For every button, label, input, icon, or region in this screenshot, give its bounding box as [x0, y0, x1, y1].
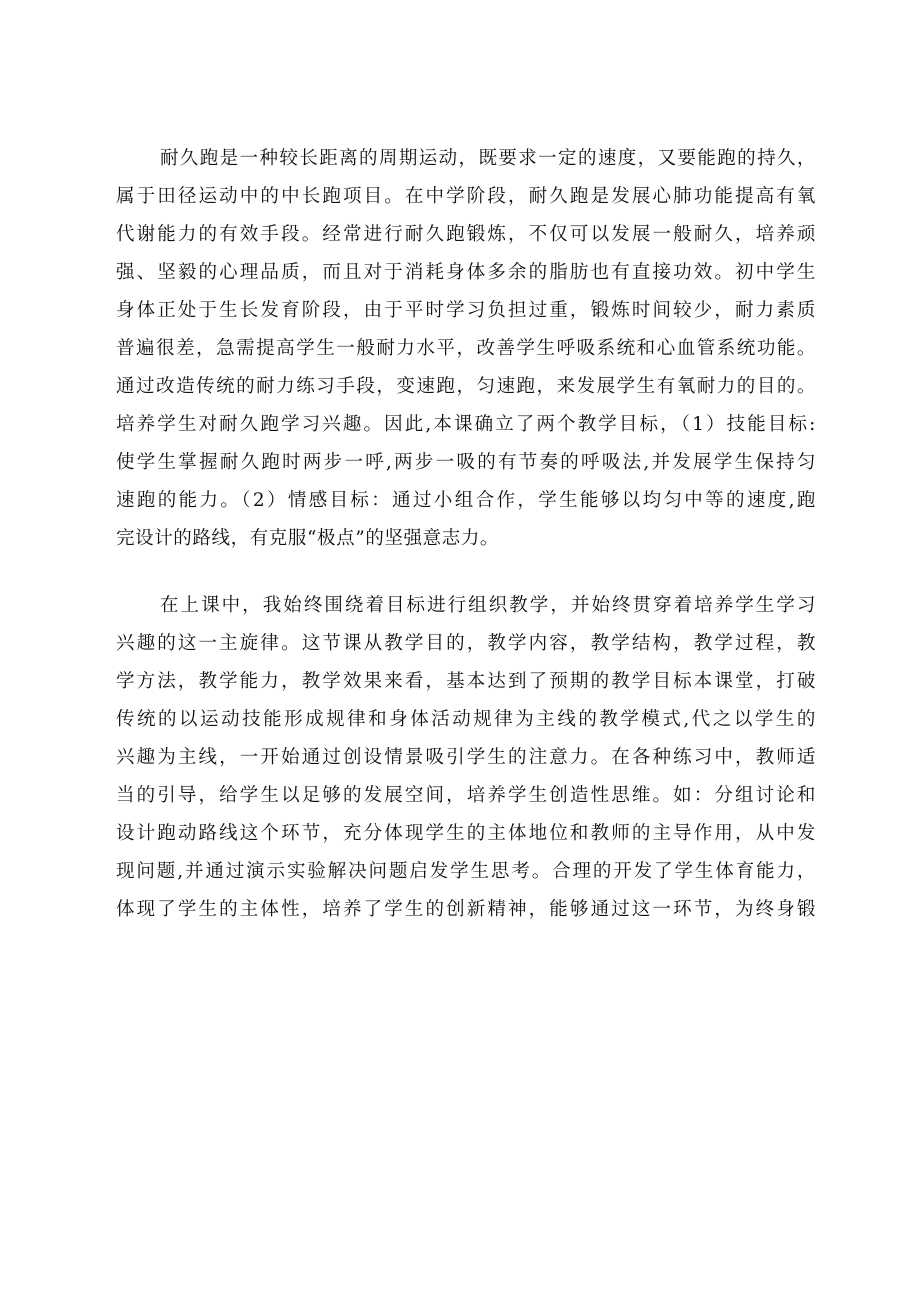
paragraph-line: 培养学生对耐久跑学习兴趣。因此,本课确立了两个教学目标，（1）技能目标:: [116, 414, 816, 435]
paragraph-line: 属于田径运动中的中长跑项目。在中学阶段，耐久跑是发展心肺功能提高有氧: [116, 186, 816, 207]
paragraph-spacer: [116, 558, 816, 587]
paragraph-1: [116, 140, 816, 558]
paragraph-line: 强、坚毅的心理品质，而且对于消耗身体多余的脂肪也有直接功效。初中学生: [116, 262, 816, 283]
paragraph-line: 速跑的能力。（2）情感目标：通过小组合作，学生能够以均匀中等的速度,跑: [116, 490, 816, 511]
paragraph-line: 代谢能力的有效手段。经常进行耐久跑锻炼，不仅可以发展一般耐久，培养顽: [116, 224, 816, 245]
paragraph-line: 当的引导，给学生以足够的发展空间，培养学生创造性思维。如：分组讨论和: [116, 785, 816, 806]
paragraph-line: 体现了学生的主体性，培养了学生的创新精神，能够通过这一环节，为终身锻: [116, 899, 816, 920]
paragraph-line: 在上课中，我始终围绕着目标进行组织教学，并始终贯穿着培养学生学习: [160, 595, 816, 616]
paragraph-line: 兴趣的这一主旋律。这节课从教学目的，教学内容，教学结构，教学过程，教: [116, 633, 816, 654]
paragraph-line: 传统的以运动技能形成规律和身体活动规律为主线的教学模式,代之以学生的: [116, 709, 816, 730]
paragraph-line: 身体正处于生长发育阶段，由于平时学习负担过重，锻炼时间较少，耐力素质: [116, 300, 816, 321]
paragraph-line: 现问题,并通过演示实验解决问题启发学生思考。合理的开发了学生体育能力，: [116, 861, 816, 882]
paragraph-line: 耐久跑是一种较长距离的周期运动，既要求一定的速度，又要能跑的持久，: [160, 148, 816, 169]
paragraph-line: 使学生掌握耐久跑时两步一呼,两步一吸的有节奏的呼吸法,并发展学生保持匀: [116, 452, 816, 473]
paragraph-line: 兴趣为主线，一开始通过创设情景吸引学生的注意力。在各种练习中，教师适: [116, 747, 816, 768]
paragraph-line: 通过改造传统的耐力练习手段，变速跑，匀速跑，来发展学生有氧耐力的目的。: [116, 376, 816, 397]
paragraph-line: 普遍很差，急需提高学生一般耐力水平，改善学生呼吸系统和心血管系统功能。: [116, 338, 816, 359]
document-body: [116, 140, 816, 929]
paragraph-line: 设计跑动路线这个环节，充分体现学生的主体地位和教师的主导作用，从中发: [116, 823, 816, 844]
paragraph-line: 学方法，教学能力，教学效果来看，基本达到了预期的教学目标本课堂，打破: [116, 671, 816, 692]
paragraph-2: [116, 587, 816, 929]
paragraph-line: 完设计的路线，有克服“极点”的坚强意志力。: [116, 528, 500, 549]
